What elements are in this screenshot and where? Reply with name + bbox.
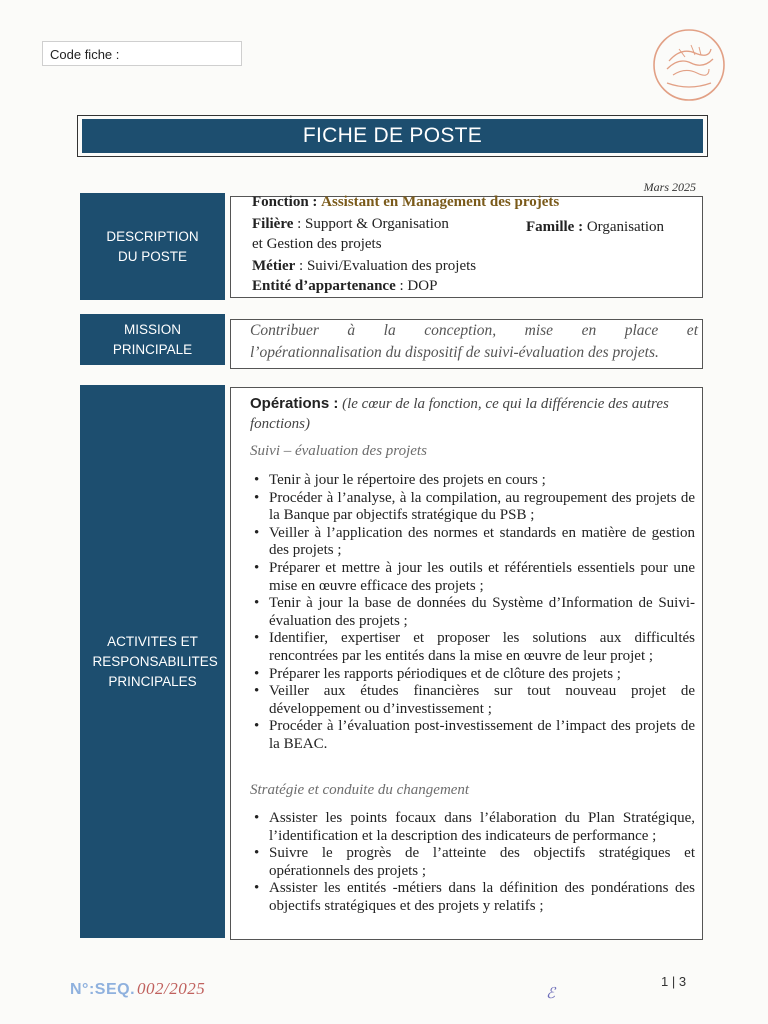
operations-note: (le cœur de la fonction, ce qui la différencie des autres fonctions) [250, 396, 669, 432]
page-number: 1 | 3 [661, 974, 687, 989]
list-item: • Procéder à l’analyse, à la compilation, au regroupement des projets de la Banque par objectifs stratégique du PSB ; [250, 490, 695, 525]
list-item: • Veiller aux études financières sur tout nouveau projet de développement ou d’investissement ; [250, 683, 695, 718]
list-item: • Préparer les rapports périodiques et de clôture des projets ; [250, 666, 695, 684]
list-item: • Veiller à l’application des normes et standards en matière de gestion des projets ; [250, 525, 695, 560]
operations-label: Opérations : [250, 395, 339, 412]
code-fiche-label: Code fiche : [50, 47, 120, 62]
entite-label: Entité d’appartenance [252, 278, 396, 294]
description-label-text: DESCRIPTION DU POSTE [106, 228, 199, 264]
fonction-line [252, 194, 559, 211]
handwritten-initial: ℰ [546, 986, 556, 1002]
filiere-value: : Support & Organisation [297, 216, 449, 232]
seal-logo-icon [651, 27, 727, 103]
filiere-label: Filière [252, 216, 294, 232]
task-list-strategie [250, 810, 695, 916]
famille-label: Famille : [526, 219, 584, 235]
filiere-value-2: et Gestion des projets [252, 236, 382, 252]
list-item: • Procéder à l’évaluation post-investissement de l’impact des projets de la BEAC. [250, 718, 695, 753]
stamp-prefix: N°:SEQ. [70, 981, 136, 998]
famille-value: Organisation [586, 219, 665, 235]
sequence-stamp [70, 979, 205, 999]
code-fiche-field [42, 41, 242, 66]
operations-header [250, 394, 690, 434]
task-list-suivi [250, 472, 695, 754]
mission-line-2: l’opérationnalisation du dispositif de suivi-évaluation des projets. [250, 344, 659, 361]
famille-line [526, 219, 664, 236]
document-date: Mars 2025 [643, 180, 696, 194]
mission-line-1: Contribuer à la conception, mise en place et [250, 322, 698, 339]
mission-label [80, 314, 225, 365]
filiere-line-2 [252, 236, 382, 253]
description-label [80, 193, 225, 300]
mission-text [250, 320, 698, 364]
metier-label: Métier [252, 258, 296, 274]
title-frame [77, 115, 708, 157]
page-title: FICHE DE POSTE [82, 119, 703, 153]
list-item: • Tenir à jour la base de données du Système d’Information de Suivi-évaluation des projets ; [250, 595, 695, 630]
activities-label [80, 385, 225, 938]
list-item: • Préparer et mettre à jour les outils et référentiels essentiels pour une mise en œuvre efficace des projets ; [250, 560, 695, 595]
stamp-handwritten-number: 002/2025 [137, 979, 206, 998]
list-item: • Assister les points focaux dans l’élaboration du Plan Stratégique, l’identification et la description des indicateurs de performance ; [250, 810, 695, 845]
activities-label-text: ACTIVITES ET RESPONSABILITES PRINCIPALES [92, 633, 218, 689]
section-title-strategie: Stratégie et conduite du changement [250, 782, 470, 798]
fonction-value: Assistant en Management des projets [321, 194, 560, 210]
metier-value: : Suivi/Evaluation des projets [299, 258, 477, 274]
entite-value: : DOP [399, 278, 438, 294]
entite-line [252, 278, 437, 295]
fonction-label: Fonction : [252, 194, 318, 210]
filiere-line [252, 216, 449, 233]
list-item: • Assister les entités -métiers dans la définition des pondérations des objectifs stratégiques et des projets y relatifs ; [250, 880, 695, 915]
list-item: • Suivre le progrès de l’atteinte des objectifs stratégiques et opérationnels des projets ; [250, 845, 695, 880]
metier-line [252, 258, 476, 275]
mission-label-text: MISSION PRINCIPALE [112, 321, 193, 357]
section-title-suivi: Suivi – évaluation des projets [250, 443, 427, 459]
list-item: • Identifier, expertiser et proposer les solutions aux difficultés rencontrées par les entités dans la mise en œuvre de leur projet ; [250, 630, 695, 665]
list-item: • Tenir à jour le répertoire des projets en cours ; [250, 472, 695, 490]
